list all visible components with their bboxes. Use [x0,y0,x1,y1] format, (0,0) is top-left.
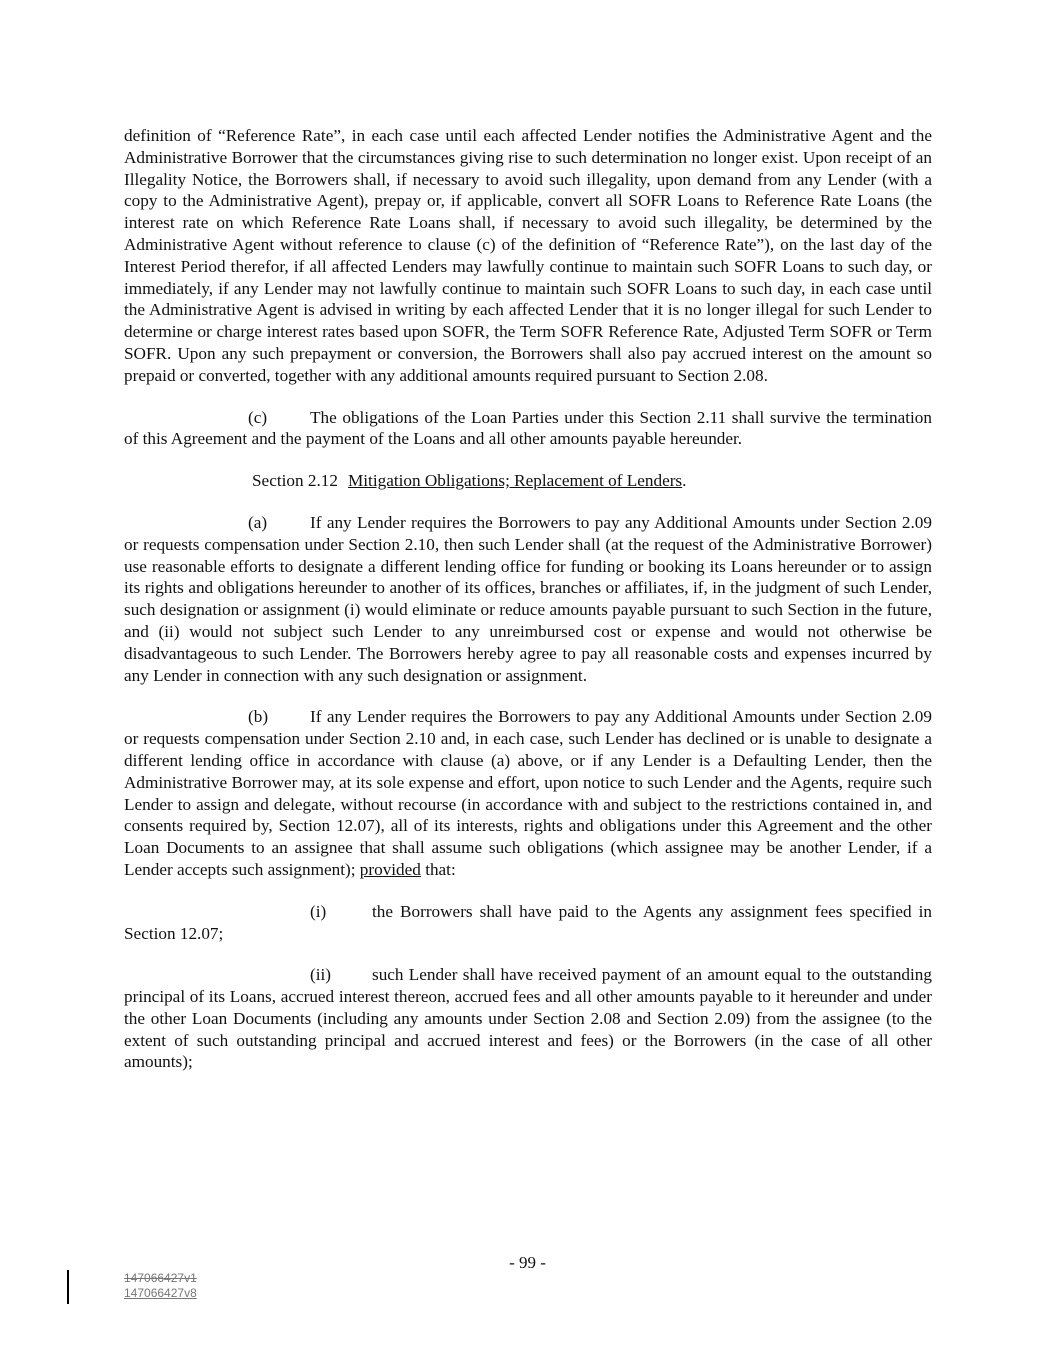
paragraph-a-label: (a) [248,512,268,532]
current-document-id: 147066427v8 [124,1286,197,1300]
paragraph-a-text: If any Lender requires the Borrowers to pay any Additional Amounts under Section 2.09 or requests compensation under Section 2.10, then such Lender shall (at the request of the Administrative Borrower) use reasonable efforts to designate a different lending office for funding or booking its Loans hereunder or to assign its rights and obligations hereunder to another of its offices, branches or affiliates, if, in the judgment of such Lender, such designation or assignment (i) would eliminate or reduce amounts payable pursuant to such Section in the future, and (ii) would not subject such Lender to any unreimbursed cost or expense and would not otherwise be disadvantageous to such Lender. The Borrowers hereby agree to pay all reasonable costs and expenses incurred by any Lender in connection with any such designation or assignment. [124,512,932,685]
document-id-stamp [124,1271,197,1301]
paragraph-c-text: The obligations of the Loan Parties under this Section 2.11 shall survive the termination of this Agreement and the payment of the Loans and all other amounts payable hereunder. [124,407,932,449]
section-title: Mitigation Obligations; Replacement of Lenders [348,471,683,491]
paragraph-b-end: that: [425,859,456,879]
clause-i [124,901,932,945]
section-title-period: . [682,471,687,491]
clause-ii-label: (ii) [310,965,331,985]
paragraph-a [124,512,932,686]
section-heading [124,470,932,492]
deleted-document-id: 147066427v1 [124,1271,197,1285]
paragraph-b-label: (b) [248,707,269,727]
change-bar [67,1270,69,1304]
clause-ii-text: such Lender shall have received payment of an amount equal to the outstanding principal of its Loans, accrued interest thereon, accrued fees and all other amounts payable to it hereunder and under the other Loan Documents (including any amounts under Section 2.08 and Section 2.09) from the assignee (to the extent of such outstanding principal and accrued interest and fees) or the Borrowers (in the case of all other amounts); [124,965,932,1072]
section-number: Section 2.12 [252,471,338,491]
page-number: - 99 - [509,1253,546,1272]
paragraph-continued: definition of “Reference Rate”, in each case until each affected Lender notifies the Administrative Agent and the Administrative Borrower that the circumstances giving rise to such determination no longer exist. Upon receipt of an Illegality Notice, the Borrowers shall, if necessary to avoid such illegality, upon demand from any Lender (with a copy to the Administrative Agent), prepay or, if applicable, convert all SOFR Loans to Reference Rate Loans (the interest rate on which Reference Rate Loans shall, if necessary to avoid such illegality, be determined by the Administrative Agent without reference to clause (c) of the definition of “Reference Rate”), on the last day of the Interest Period therefor, if all affected Lenders may lawfully continue to maintain such SOFR Loans to such day, or immediately, if any Lender may not lawfully continue to maintain such SOFR Loans to such day, in each case until the Administrative Agent is advised in writing by each affected Lender that it is no longer illegal for such Lender to determine or charge interest rates based upon SOFR, the Term SOFR Reference Rate, Adjusted Term SOFR or Term SOFR. Upon any such prepayment or conversion, the Borrowers shall also pay accrued interest on the amount so prepaid or converted, together with any additional amounts required pursuant to Section 2.08. [124,126,932,385]
clause-ii [124,964,932,1073]
paragraph-b-text: If any Lender requires the Borrowers to pay any Additional Amounts under Section 2.09 or requests compensation under Section 2.10 and, in each case, such Lender has declined or is unable to designate a different lending office in accordance with clause (a) above, or if any Lender is a Defaulting Lender, then the Administrative Borrower may, at its sole expense and effort, upon notice to such Lender and the Agents, require such Lender to assign and delegate, without recourse (in accordance with and subject to the restrictions contained in, and consents required by, Section 12.07), all of its interests, rights and obligations under this Agreement and the other Loan Documents to an assignee that shall assume such obligations (which assignee may be another Lender, if a Lender accepts such assignment); [124,707,932,879]
provided-term: provided [359,859,421,879]
paragraph-b [124,706,932,880]
paragraph-c [124,407,932,451]
paragraph-c-label: (c) [248,407,268,427]
clause-i-text: the Borrowers shall have paid to the Agents any assignment fees specified in Section 12.07; [124,901,932,943]
document-body [124,125,932,1073]
clause-i-label: (i) [310,901,327,921]
